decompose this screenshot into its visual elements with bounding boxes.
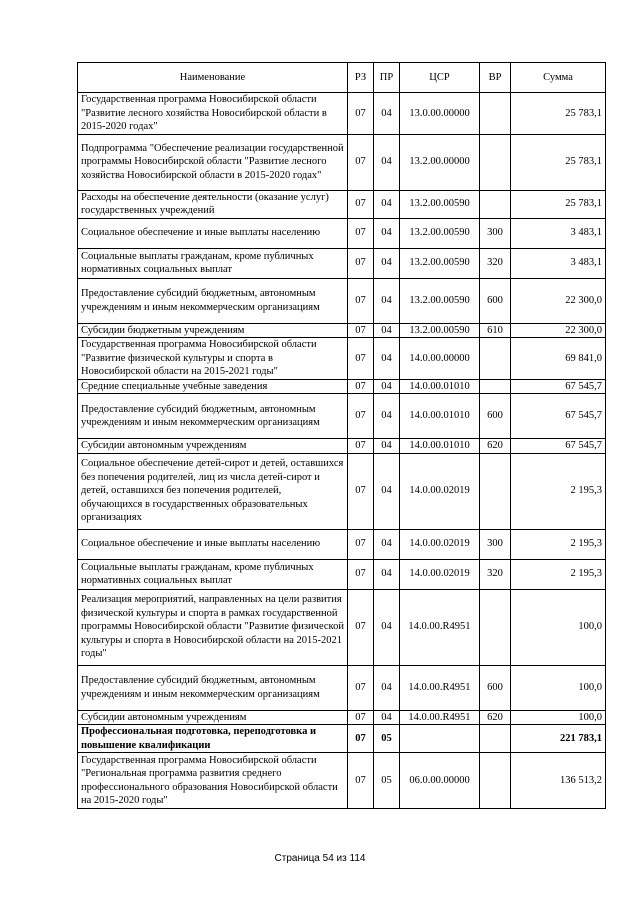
cell-pr: 04 bbox=[374, 218, 400, 248]
cell-csr: 13.2.00.00590 bbox=[400, 190, 480, 218]
header-vr: ВР bbox=[480, 63, 511, 93]
cell-vr: 300 bbox=[480, 529, 511, 559]
cell-vr: 320 bbox=[480, 559, 511, 589]
cell-name: Социальное обеспечение и иные выплаты населению bbox=[78, 529, 348, 559]
cell-name: Предоставление субсидий бюджетным, автономным учреждениям и иным некоммерческим организациям bbox=[78, 665, 348, 710]
cell-pr: 05 bbox=[374, 753, 400, 809]
cell-rz: 07 bbox=[348, 338, 374, 380]
cell-vr bbox=[480, 753, 511, 809]
cell-csr bbox=[400, 725, 480, 753]
cell-pr: 04 bbox=[374, 190, 400, 218]
cell-vr: 320 bbox=[480, 248, 511, 278]
cell-sum: 221 783,1 bbox=[511, 725, 606, 753]
table-row bbox=[78, 278, 606, 323]
table-row bbox=[78, 589, 606, 665]
cell-sum: 100,0 bbox=[511, 589, 606, 665]
table-row bbox=[78, 134, 606, 190]
cell-rz: 07 bbox=[348, 323, 374, 338]
cell-name: Социальные выплаты гражданам, кроме публичных нормативных социальных выплат bbox=[78, 559, 348, 589]
cell-csr: 14.0.00.01010 bbox=[400, 379, 480, 394]
cell-sum: 2 195,3 bbox=[511, 529, 606, 559]
cell-csr: 14.0.00.01010 bbox=[400, 439, 480, 454]
table-row bbox=[78, 753, 606, 809]
cell-name: Социальное обеспечение детей-сирот и детей, оставшихся без попечения родителей, лиц из числа детей-сирот и детей, оставшихся без попечения родителей, обучающихся в государственных образовательных организациях bbox=[78, 453, 348, 529]
cell-pr: 04 bbox=[374, 589, 400, 665]
table-row bbox=[78, 559, 606, 589]
cell-csr: 14.0.00.01010 bbox=[400, 394, 480, 439]
cell-csr: 13.2.00.00590 bbox=[400, 248, 480, 278]
cell-pr: 04 bbox=[374, 529, 400, 559]
cell-name: Государственная программа Новосибирской области "Региональная программа развития среднего профессионального образования Новосибирской области на 2015-2020 годы" bbox=[78, 753, 348, 809]
cell-rz: 07 bbox=[348, 589, 374, 665]
cell-csr: 14.0.00.02019 bbox=[400, 453, 480, 529]
budget-table bbox=[77, 62, 606, 809]
cell-name: Предоставление субсидий бюджетным, автономным учреждениям и иным некоммерческим организациям bbox=[78, 278, 348, 323]
cell-rz: 07 bbox=[348, 725, 374, 753]
cell-name: Реализация мероприятий, направленных на цели развития физической культуры и спорта в рамках государственной программы Новосибирской области "Развитие физической культуры и спорта в Новосибирской области на 2015-2021 годы" bbox=[78, 589, 348, 665]
cell-sum: 136 513,2 bbox=[511, 753, 606, 809]
table-row bbox=[78, 665, 606, 710]
cell-pr: 04 bbox=[374, 248, 400, 278]
table-row bbox=[78, 710, 606, 725]
cell-sum: 67 545,7 bbox=[511, 439, 606, 454]
cell-rz: 07 bbox=[348, 93, 374, 135]
cell-pr: 04 bbox=[374, 379, 400, 394]
table-body bbox=[78, 93, 606, 809]
cell-sum: 67 545,7 bbox=[511, 394, 606, 439]
table-row bbox=[78, 248, 606, 278]
cell-sum: 22 300,0 bbox=[511, 278, 606, 323]
cell-pr: 04 bbox=[374, 439, 400, 454]
cell-csr: 13.2.00.00590 bbox=[400, 218, 480, 248]
cell-vr bbox=[480, 379, 511, 394]
cell-pr: 04 bbox=[374, 323, 400, 338]
cell-sum: 100,0 bbox=[511, 710, 606, 725]
cell-pr: 04 bbox=[374, 394, 400, 439]
cell-csr: 13.2.00.00590 bbox=[400, 323, 480, 338]
table-row bbox=[78, 529, 606, 559]
cell-vr: 300 bbox=[480, 218, 511, 248]
cell-name: Профессиональная подготовка, переподготовка и повышение квалификации bbox=[78, 725, 348, 753]
cell-pr: 04 bbox=[374, 710, 400, 725]
table-row bbox=[78, 190, 606, 218]
cell-csr: 14.0.00.R4951 bbox=[400, 589, 480, 665]
cell-name: Социальные выплаты гражданам, кроме публичных нормативных социальных выплат bbox=[78, 248, 348, 278]
cell-rz: 07 bbox=[348, 394, 374, 439]
cell-vr bbox=[480, 93, 511, 135]
cell-name: Государственная программа Новосибирской области "Развитие физической культуры и спорта в Новосибирской области на 2015-2021 годы" bbox=[78, 338, 348, 380]
cell-sum: 2 195,3 bbox=[511, 453, 606, 529]
cell-rz: 07 bbox=[348, 379, 374, 394]
cell-pr: 04 bbox=[374, 134, 400, 190]
cell-vr bbox=[480, 190, 511, 218]
cell-name: Субсидии автономным учреждениям bbox=[78, 710, 348, 725]
table-row bbox=[78, 439, 606, 454]
table-row bbox=[78, 338, 606, 380]
table-row bbox=[78, 323, 606, 338]
table-row bbox=[78, 379, 606, 394]
cell-rz: 07 bbox=[348, 134, 374, 190]
cell-sum: 25 783,1 bbox=[511, 93, 606, 135]
header-rz: РЗ bbox=[348, 63, 374, 93]
header-pr: ПР bbox=[374, 63, 400, 93]
header-name: Наименование bbox=[78, 63, 348, 93]
cell-name: Субсидии бюджетным учреждениям bbox=[78, 323, 348, 338]
cell-rz: 07 bbox=[348, 248, 374, 278]
cell-csr: 14.0.00.00000 bbox=[400, 338, 480, 380]
cell-name: Подпрограмма "Обеспечение реализации государственной программы Новосибирской области "Развитие лесного хозяйства Новосибирской области в 2015-2020 годах" bbox=[78, 134, 348, 190]
cell-rz: 07 bbox=[348, 453, 374, 529]
cell-vr: 620 bbox=[480, 710, 511, 725]
cell-vr: 610 bbox=[480, 323, 511, 338]
cell-vr bbox=[480, 589, 511, 665]
cell-csr: 14.0.00.02019 bbox=[400, 559, 480, 589]
table-row bbox=[78, 93, 606, 135]
table-row bbox=[78, 725, 606, 753]
page-number: Страница 54 из 114 bbox=[274, 853, 366, 864]
cell-csr: 13.2.00.00590 bbox=[400, 278, 480, 323]
cell-vr: 600 bbox=[480, 665, 511, 710]
cell-vr: 600 bbox=[480, 394, 511, 439]
cell-name: Предоставление субсидий бюджетным, автономным учреждениям и иным некоммерческим организациям bbox=[78, 394, 348, 439]
cell-csr: 13.2.00.00000 bbox=[400, 134, 480, 190]
cell-sum: 25 783,1 bbox=[511, 134, 606, 190]
cell-pr: 04 bbox=[374, 665, 400, 710]
cell-rz: 07 bbox=[348, 190, 374, 218]
cell-pr: 04 bbox=[374, 453, 400, 529]
cell-rz: 07 bbox=[348, 710, 374, 725]
cell-csr: 14.0.00.R4951 bbox=[400, 710, 480, 725]
cell-vr bbox=[480, 725, 511, 753]
table-row bbox=[78, 394, 606, 439]
cell-rz: 07 bbox=[348, 439, 374, 454]
table-row bbox=[78, 218, 606, 248]
cell-sum: 2 195,3 bbox=[511, 559, 606, 589]
cell-pr: 04 bbox=[374, 278, 400, 323]
cell-rz: 07 bbox=[348, 278, 374, 323]
header-row bbox=[78, 63, 606, 93]
cell-vr bbox=[480, 338, 511, 380]
cell-sum: 67 545,7 bbox=[511, 379, 606, 394]
cell-sum: 69 841,0 bbox=[511, 338, 606, 380]
cell-vr: 620 bbox=[480, 439, 511, 454]
cell-rz: 07 bbox=[348, 753, 374, 809]
cell-csr: 14.0.00.R4951 bbox=[400, 665, 480, 710]
header-sum: Сумма bbox=[511, 63, 606, 93]
cell-rz: 07 bbox=[348, 665, 374, 710]
table-row bbox=[78, 453, 606, 529]
cell-name: Государственная программа Новосибирской области "Развитие лесного хозяйства Новосибирской области в 2015-2020 годах" bbox=[78, 93, 348, 135]
cell-pr: 05 bbox=[374, 725, 400, 753]
cell-rz: 07 bbox=[348, 218, 374, 248]
cell-pr: 04 bbox=[374, 338, 400, 380]
cell-pr: 04 bbox=[374, 559, 400, 589]
cell-vr: 600 bbox=[480, 278, 511, 323]
cell-csr: 06.0.00.00000 bbox=[400, 753, 480, 809]
cell-name: Расходы на обеспечение деятельности (оказание услуг) государственных учреждений bbox=[78, 190, 348, 218]
cell-name: Социальное обеспечение и иные выплаты населению bbox=[78, 218, 348, 248]
cell-name: Субсидии автономным учреждениям bbox=[78, 439, 348, 454]
cell-vr bbox=[480, 134, 511, 190]
cell-rz: 07 bbox=[348, 559, 374, 589]
cell-csr: 14.0.00.02019 bbox=[400, 529, 480, 559]
cell-sum: 3 483,1 bbox=[511, 218, 606, 248]
cell-name: Средние специальные учебные заведения bbox=[78, 379, 348, 394]
cell-pr: 04 bbox=[374, 93, 400, 135]
cell-sum: 100,0 bbox=[511, 665, 606, 710]
cell-sum: 3 483,1 bbox=[511, 248, 606, 278]
cell-rz: 07 bbox=[348, 529, 374, 559]
header-csr: ЦСР bbox=[400, 63, 480, 93]
cell-vr bbox=[480, 453, 511, 529]
cell-sum: 22 300,0 bbox=[511, 323, 606, 338]
cell-sum: 25 783,1 bbox=[511, 190, 606, 218]
cell-csr: 13.0.00.00000 bbox=[400, 93, 480, 135]
